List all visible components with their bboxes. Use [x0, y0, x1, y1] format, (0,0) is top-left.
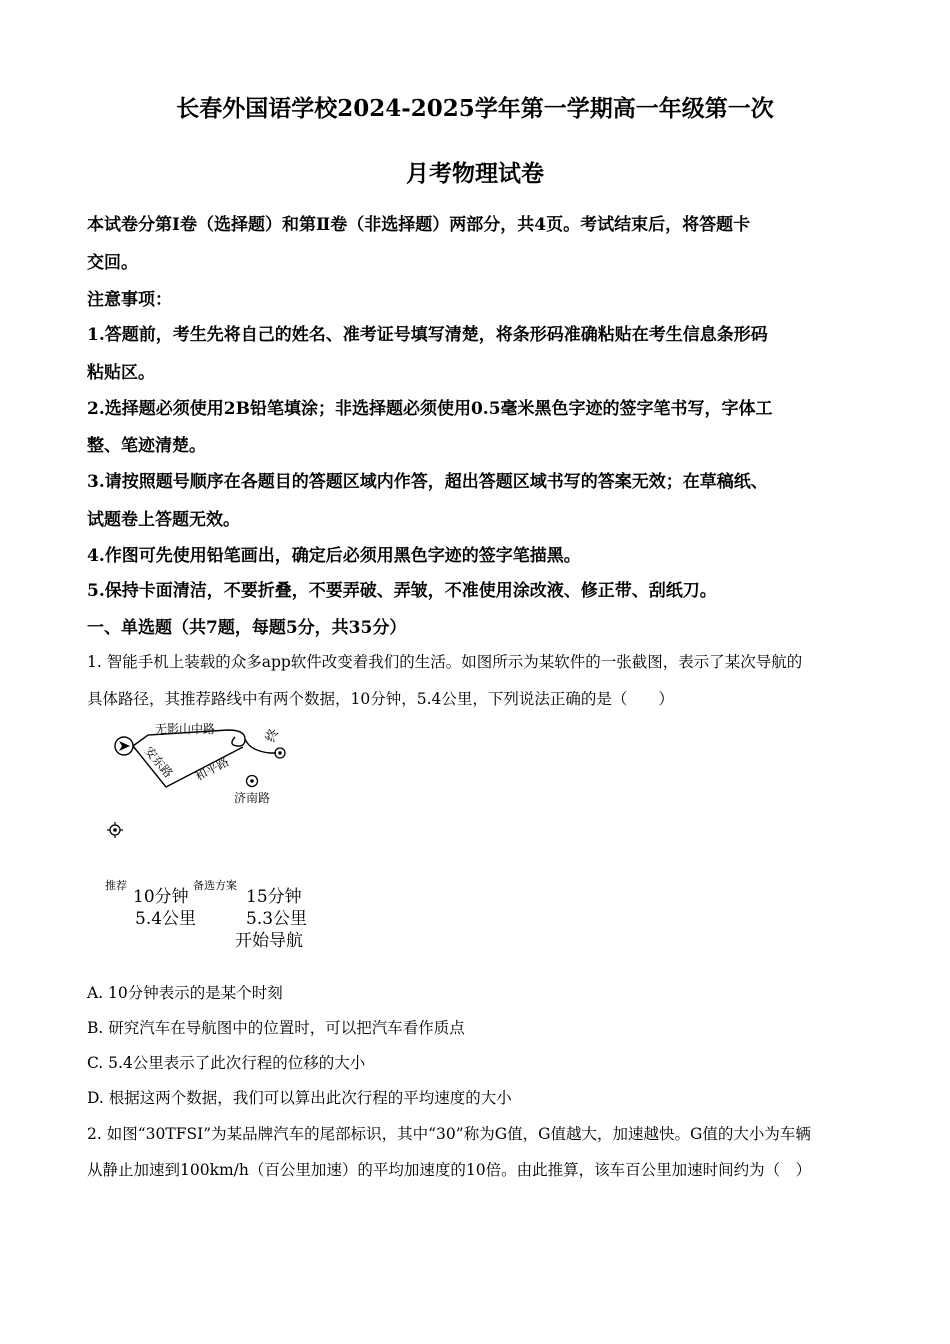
- poi-label: 济南路: [234, 791, 271, 805]
- notice-heading: 注意事项：: [87, 290, 172, 310]
- notice-item5: 5.保持卡面清洁，不要折叠，不要弄破、弄皱，不准使用涂改液、修正带、刮纸刀。: [87, 581, 717, 601]
- notice-item2-line2: 整、笔迹清楚。: [87, 436, 206, 456]
- intro-line1: 本试卷分第Ⅰ卷（选择题）和第Ⅱ卷（非选择题）两部分，共4页。考试结束后，将答题卡: [87, 215, 751, 235]
- recommend-tag: 推荐: [105, 879, 127, 892]
- start-navigation-button[interactable]: 开始导航: [235, 931, 303, 951]
- exam-title-line1: 长春外国语学校2024-2025学年第一学期高一年级第一次: [176, 95, 774, 122]
- recommend-time[interactable]: 10分钟: [133, 887, 189, 907]
- notice-item1-line1: 1.答题前，考生先将自己的姓名、准考证号填写清楚，将条形码准确粘贴在考生信息条形码: [87, 325, 768, 345]
- notice-item3-line2: 试题卷上答题无效。: [87, 510, 240, 530]
- road-label-right: 和平路: [192, 754, 232, 784]
- q2-stem-line1: 2. 如图“30TFSI”为某品牌汽车的尾部标识，其中“30”称为G值，G值越大，加速越快。G值的大小为车辆: [87, 1125, 811, 1143]
- q1-option-a: A. 10分钟表示的是某个时刻: [87, 984, 283, 1002]
- route-map: [100, 715, 360, 845]
- end-label: 终: [263, 727, 283, 745]
- alt-route-tag: 备选方案: [193, 879, 237, 892]
- notice-item4: 4.作图可先使用铅笔画出，确定后必须用黑色字迹的签字笔描黑。: [87, 546, 581, 566]
- q1-stem-line2: 具体路径，其推荐路线中有两个数据，10分钟，5.4公里，下列说法正确的是（ ）: [87, 690, 674, 708]
- q2-stem-line2: 从静止加速到100km/h（百公里加速）的平均加速度的10倍。由此推算，该车百公里加速时间约为（ ）: [87, 1161, 812, 1179]
- alt-route-time[interactable]: 15分钟: [246, 887, 302, 907]
- navigation-arrow-icon: [119, 741, 130, 751]
- intro-line2: 交回。: [87, 253, 138, 273]
- notice-item2-line1: 2.选择题必须使用2B铅笔填涂；非选择题必须使用0.5毫米黑色字迹的签字笔书写，字体工: [87, 399, 773, 419]
- road-label-top: 无影山中路: [155, 722, 216, 736]
- q1-option-c: C. 5.4公里表示了此次行程的位移的大小: [87, 1054, 366, 1072]
- section-heading: 一、单选题（共7题，每题5分，共35分）: [87, 618, 407, 638]
- q1-option-d: D. 根据这两个数据，我们可以算出此次行程的平均速度的大小: [87, 1089, 512, 1107]
- navigation-screenshot: [100, 715, 360, 849]
- notice-item1-line2: 粘贴区。: [87, 363, 155, 383]
- notice-item3-line1: 3.请按照题号顺序在各题目的答题区域内作答，超出答题区域书写的答案无效；在草稿纸、: [87, 472, 768, 492]
- road-label-left: 安东路: [141, 743, 176, 781]
- q1-option-b: B. 研究汽车在导航图中的位置时，可以把汽车看作质点: [87, 1019, 465, 1037]
- alt-route-distance: 5.3公里: [246, 909, 308, 929]
- recommend-distance: 5.4公里: [135, 909, 197, 929]
- exam-title-line2: 月考物理试卷: [406, 160, 544, 187]
- locate-icon[interactable]: [107, 822, 123, 838]
- q1-stem-line1: 1. 智能手机上装载的众多app软件改变着我们的生活。如图所示为某软件的一张截图，表示了某次导航的: [87, 653, 803, 671]
